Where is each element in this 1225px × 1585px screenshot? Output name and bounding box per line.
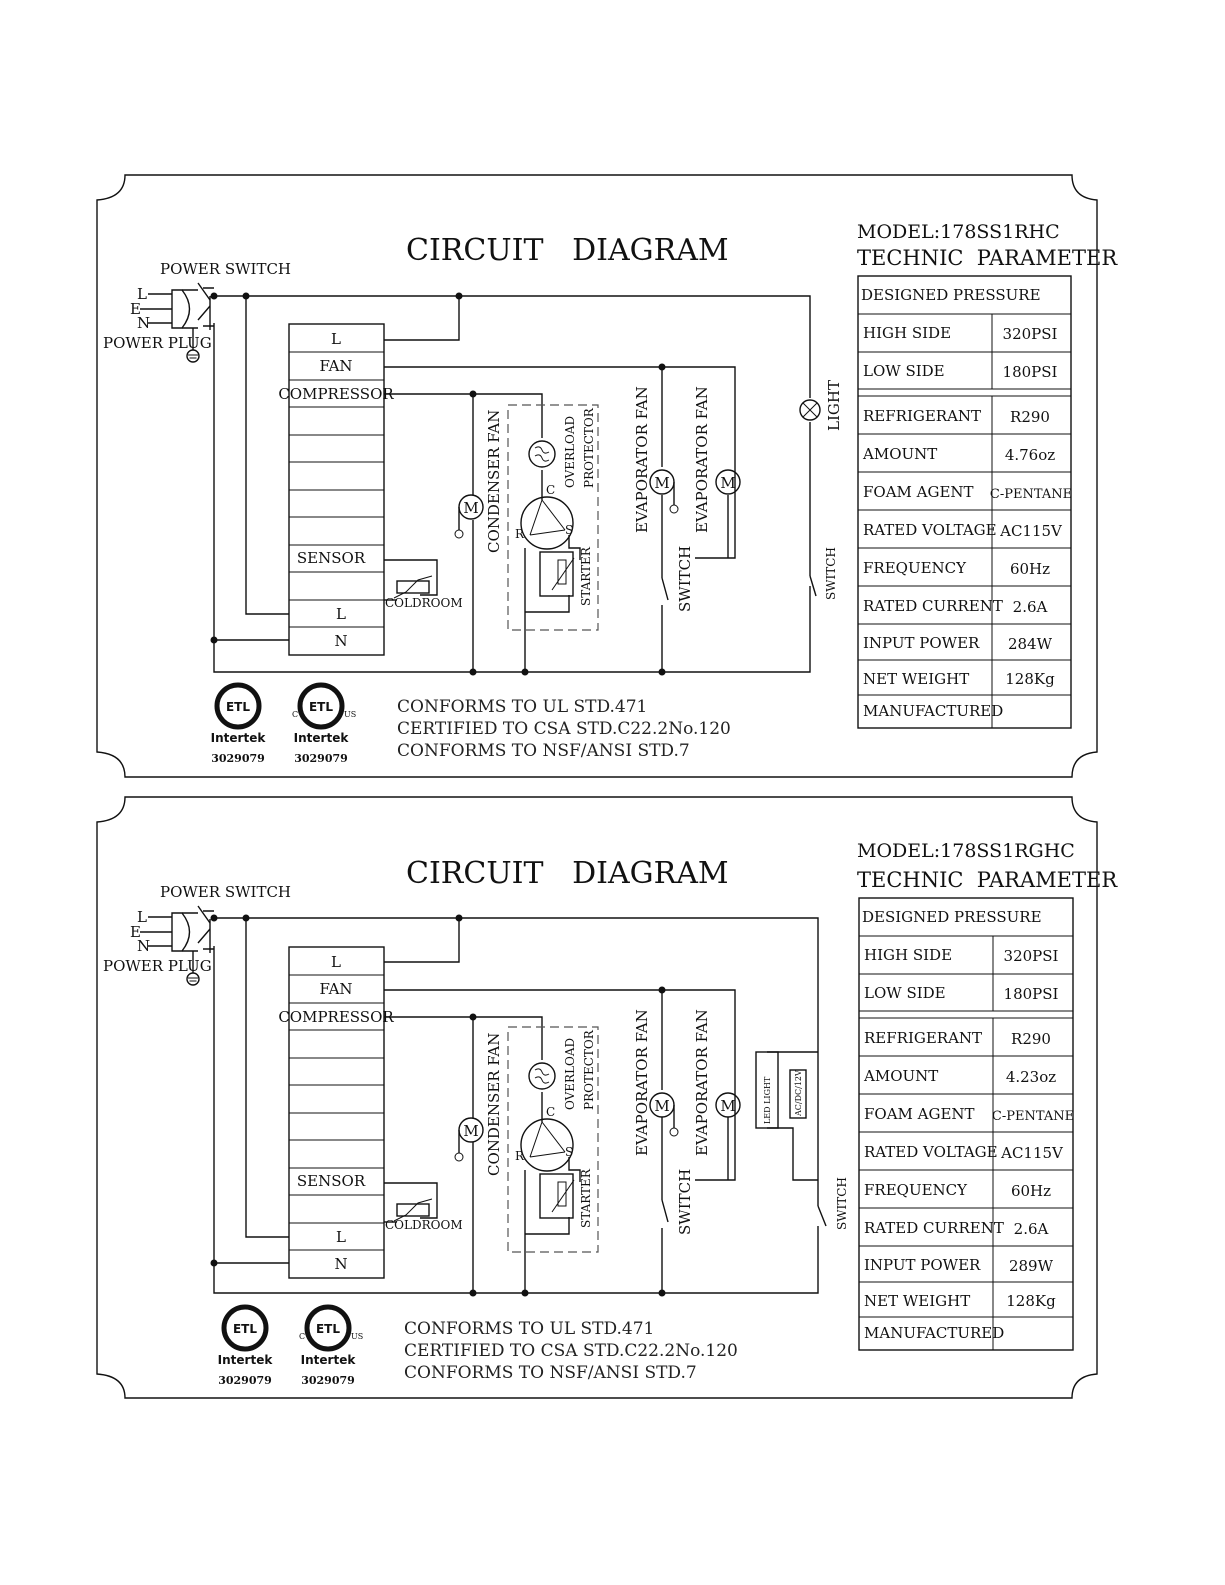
- plug-pin-l: L: [137, 908, 147, 926]
- param-high-side-label: HIGH SIDE: [863, 324, 952, 342]
- plug-pin-n: N: [137, 937, 151, 955]
- motor-m: M: [654, 1097, 670, 1115]
- led-driver-label: AC/DC/12V: [794, 1070, 803, 1116]
- param-input-power-label: INPUT POWER: [864, 1256, 981, 1274]
- intertek-label: Intertek: [217, 1353, 273, 1367]
- etl-prefix-c: C: [299, 1332, 306, 1341]
- param-frequency-value: 60Hz: [1010, 1182, 1052, 1200]
- etl-prefix-c: C: [292, 710, 299, 719]
- cert-number: 3029079: [218, 1374, 272, 1387]
- model-number: MODEL:178SS1RHC: [857, 221, 1060, 243]
- etl-logo-text: ETL: [225, 700, 251, 714]
- etl-mark-1: [211, 685, 267, 765]
- power-plug: [103, 260, 291, 362]
- parameter-table: [859, 898, 1074, 1350]
- parameter-table: [858, 276, 1072, 728]
- etl-logo-text: ETL: [308, 700, 334, 714]
- param-manufactured-label: MANUFACTURED: [864, 1324, 1005, 1342]
- evaporator-fans: [633, 1009, 740, 1156]
- switch-label-1: SWITCH: [676, 545, 694, 612]
- param-amount-value: 4.76oz: [1004, 446, 1056, 464]
- param-refrigerant-value: R290: [1011, 1030, 1051, 1048]
- param-input-power-label: INPUT POWER: [863, 634, 980, 652]
- param-refrigerant-label: REFRIGERANT: [863, 407, 982, 425]
- param-rated-current-label: RATED CURRENT: [864, 1219, 1004, 1237]
- plug-pin-e: E: [130, 923, 141, 941]
- plug-pin-e: E: [130, 300, 141, 318]
- terminal-compressor: COMPRESSOR: [278, 385, 394, 403]
- switches-and-light: [662, 380, 843, 612]
- switch-label-2: SWITCH: [824, 547, 838, 600]
- param-rated-current-label: RATED CURRENT: [863, 597, 1003, 615]
- evaporator-fan-label-2: EVAPORATOR FAN: [693, 1009, 711, 1156]
- param-net-weight-label: NET WEIGHT: [863, 670, 970, 688]
- terminal-block: [278, 947, 394, 1278]
- cert-number: 3029079: [211, 752, 265, 765]
- terminal-fan: FAN: [319, 357, 353, 375]
- param-low-side-label: LOW SIDE: [863, 362, 945, 380]
- motor-m: M: [654, 474, 670, 492]
- terminal-l-top: L: [331, 330, 341, 348]
- conforms-ul: CONFORMS TO UL STD.471: [404, 1319, 655, 1339]
- diagram-title: CIRCUIT DIAGRAM: [406, 233, 729, 268]
- etl-logo-text: ETL: [315, 1322, 341, 1336]
- intertek-label: Intertek: [210, 731, 266, 745]
- conformance-text: [397, 697, 731, 761]
- power-plug-label: POWER PLUG: [103, 957, 212, 975]
- etl-logo-text: ETL: [232, 1322, 258, 1336]
- light-label: LIGHT: [825, 380, 843, 431]
- protector-label: PROTECTOR: [582, 1030, 596, 1110]
- terminal-l-top: L: [331, 953, 341, 971]
- param-input-power-value: 284W: [1007, 635, 1053, 653]
- compressor-pin-s: S: [565, 523, 574, 537]
- param-amount-label: AMOUNT: [863, 445, 938, 463]
- designed-pressure-label: DESIGNED PRESSURE: [861, 286, 1041, 304]
- param-amount-label: AMOUNT: [864, 1067, 939, 1085]
- param-rated-voltage-label: RATED VOLTAGE: [863, 521, 997, 539]
- param-manufactured-label: MANUFACTURED: [863, 702, 1004, 720]
- motor-m: M: [720, 474, 736, 492]
- etl-suffix-us: US: [344, 710, 357, 719]
- condenser-fan-label: CONDENSER FAN: [485, 1032, 503, 1176]
- param-low-side-value: 180PSI: [1003, 985, 1059, 1003]
- conforms-nsf: CONFORMS TO NSF/ANSI STD.7: [404, 1363, 697, 1383]
- starter-label: STARTER: [579, 1169, 593, 1228]
- etl-mark-2: [292, 685, 356, 765]
- intertek-label: Intertek: [300, 1353, 356, 1367]
- param-foam-agent-value: C-PENTANE: [989, 487, 1073, 502]
- motor-m: M: [463, 499, 479, 517]
- terminal-block: [278, 324, 394, 655]
- compressor-pin-c: C: [546, 483, 556, 497]
- param-rated-current-value: 2.6A: [1013, 1220, 1049, 1238]
- power-switch-label: POWER SWITCH: [160, 883, 292, 901]
- param-amount-value: 4.23oz: [1005, 1068, 1057, 1086]
- param-low-side-label: LOW SIDE: [864, 984, 946, 1002]
- starter-label: STARTER: [579, 547, 593, 606]
- power-plug: [103, 883, 291, 985]
- etl-mark-2: [299, 1307, 363, 1387]
- param-input-power-value: 289W: [1008, 1257, 1054, 1275]
- compressor-pin-c: C: [546, 1105, 556, 1119]
- evaporator-fan-label-1: EVAPORATOR FAN: [633, 1009, 651, 1156]
- param-high-side-value: 320PSI: [1002, 325, 1058, 343]
- plug-pin-n: N: [137, 314, 151, 332]
- param-net-weight-value: 128Kg: [1005, 670, 1055, 688]
- power-switch-label: POWER SWITCH: [160, 260, 292, 278]
- diagram-title: CIRCUIT DIAGRAM: [406, 856, 729, 891]
- switches: [662, 1169, 849, 1235]
- compressor-pin-r: R: [515, 527, 525, 541]
- motor-m: M: [720, 1097, 736, 1115]
- conforms-nsf: CONFORMS TO NSF/ANSI STD.7: [397, 741, 690, 761]
- condenser-fan-motor: [455, 1033, 503, 1176]
- param-refrigerant-value: R290: [1010, 408, 1050, 426]
- terminal-fan: FAN: [319, 980, 353, 998]
- param-foam-agent-label: FOAM AGENT: [863, 483, 974, 501]
- param-foam-agent-value: C-PENTANE: [991, 1109, 1075, 1124]
- terminal-compressor: COMPRESSOR: [278, 1008, 394, 1026]
- cert-number: 3029079: [301, 1374, 355, 1387]
- etl-mark-1: [218, 1307, 274, 1387]
- led-light-assembly: [756, 1052, 806, 1128]
- terminal-l-bottom: L: [336, 605, 346, 623]
- terminal-n: N: [334, 632, 348, 650]
- param-high-side-value: 320PSI: [1003, 947, 1059, 965]
- conforms-ul: CONFORMS TO UL STD.471: [397, 697, 648, 717]
- terminal-l-bottom: L: [336, 1228, 346, 1246]
- intertek-label: Intertek: [293, 731, 349, 745]
- coldroom-sensor: [385, 1199, 463, 1232]
- etl-suffix-us: US: [351, 1332, 364, 1341]
- technic-parameter-heading: TECHNIC PARAMETER: [857, 868, 1118, 892]
- led-light-label: LED LIGHT: [763, 1076, 772, 1124]
- overload-label: OVERLOAD: [563, 1037, 577, 1110]
- certified-csa: CERTIFIED TO CSA STD.C22.2No.120: [397, 719, 731, 739]
- cert-number: 3029079: [294, 752, 348, 765]
- param-rated-current-value: 2.6A: [1012, 598, 1048, 616]
- certified-csa: CERTIFIED TO CSA STD.C22.2No.120: [404, 1341, 738, 1361]
- param-net-weight-value: 128Kg: [1006, 1292, 1056, 1310]
- param-frequency-label: FREQUENCY: [863, 559, 967, 577]
- param-net-weight-label: NET WEIGHT: [864, 1292, 971, 1310]
- plug-pin-l: L: [137, 285, 147, 303]
- coldroom-sensor: [385, 576, 463, 610]
- compressor-group: [508, 405, 598, 630]
- evaporator-fan-label-2: EVAPORATOR FAN: [693, 386, 711, 533]
- param-refrigerant-label: REFRIGERANT: [864, 1029, 983, 1047]
- circuit-panel-2: [97, 797, 1118, 1398]
- param-low-side-value: 180PSI: [1002, 363, 1058, 381]
- condenser-fan-label: CONDENSER FAN: [485, 409, 503, 553]
- param-rated-voltage-value: AC115V: [1001, 1144, 1063, 1162]
- param-high-side-label: HIGH SIDE: [864, 946, 953, 964]
- terminal-sensor: SENSOR: [296, 549, 366, 567]
- designed-pressure-label: DESIGNED PRESSURE: [862, 908, 1042, 926]
- technic-parameter-heading: TECHNIC PARAMETER: [857, 246, 1118, 270]
- motor-m: M: [463, 1122, 479, 1140]
- param-frequency-value: 60Hz: [1009, 560, 1051, 578]
- switch-label-2: SWITCH: [835, 1177, 849, 1230]
- param-frequency-label: FREQUENCY: [864, 1181, 968, 1199]
- param-rated-voltage-value: AC115V: [1000, 522, 1062, 540]
- conformance-text: [404, 1319, 738, 1383]
- circuit-panel-1: [97, 175, 1118, 777]
- coldroom-label: COLDROOM: [385, 1218, 463, 1232]
- protector-label: PROTECTOR: [582, 408, 596, 488]
- switch-label-1: SWITCH: [676, 1168, 694, 1235]
- power-plug-label: POWER PLUG: [103, 334, 212, 352]
- terminal-n: N: [334, 1255, 348, 1273]
- param-foam-agent-label: FOAM AGENT: [864, 1105, 975, 1123]
- coldroom-label: COLDROOM: [385, 596, 463, 610]
- compressor-pin-r: R: [515, 1149, 525, 1163]
- terminal-sensor: SENSOR: [296, 1172, 366, 1190]
- model-number: MODEL:178SS1RGHC: [857, 840, 1075, 862]
- evaporator-fans: [633, 386, 740, 533]
- condenser-fan-motor: [455, 410, 503, 553]
- compressor-pin-s: S: [565, 1145, 574, 1159]
- compressor-group: [508, 1027, 598, 1252]
- overload-label: OVERLOAD: [563, 415, 577, 488]
- param-rated-voltage-label: RATED VOLTAGE: [864, 1143, 998, 1161]
- evaporator-fan-label-1: EVAPORATOR FAN: [633, 386, 651, 533]
